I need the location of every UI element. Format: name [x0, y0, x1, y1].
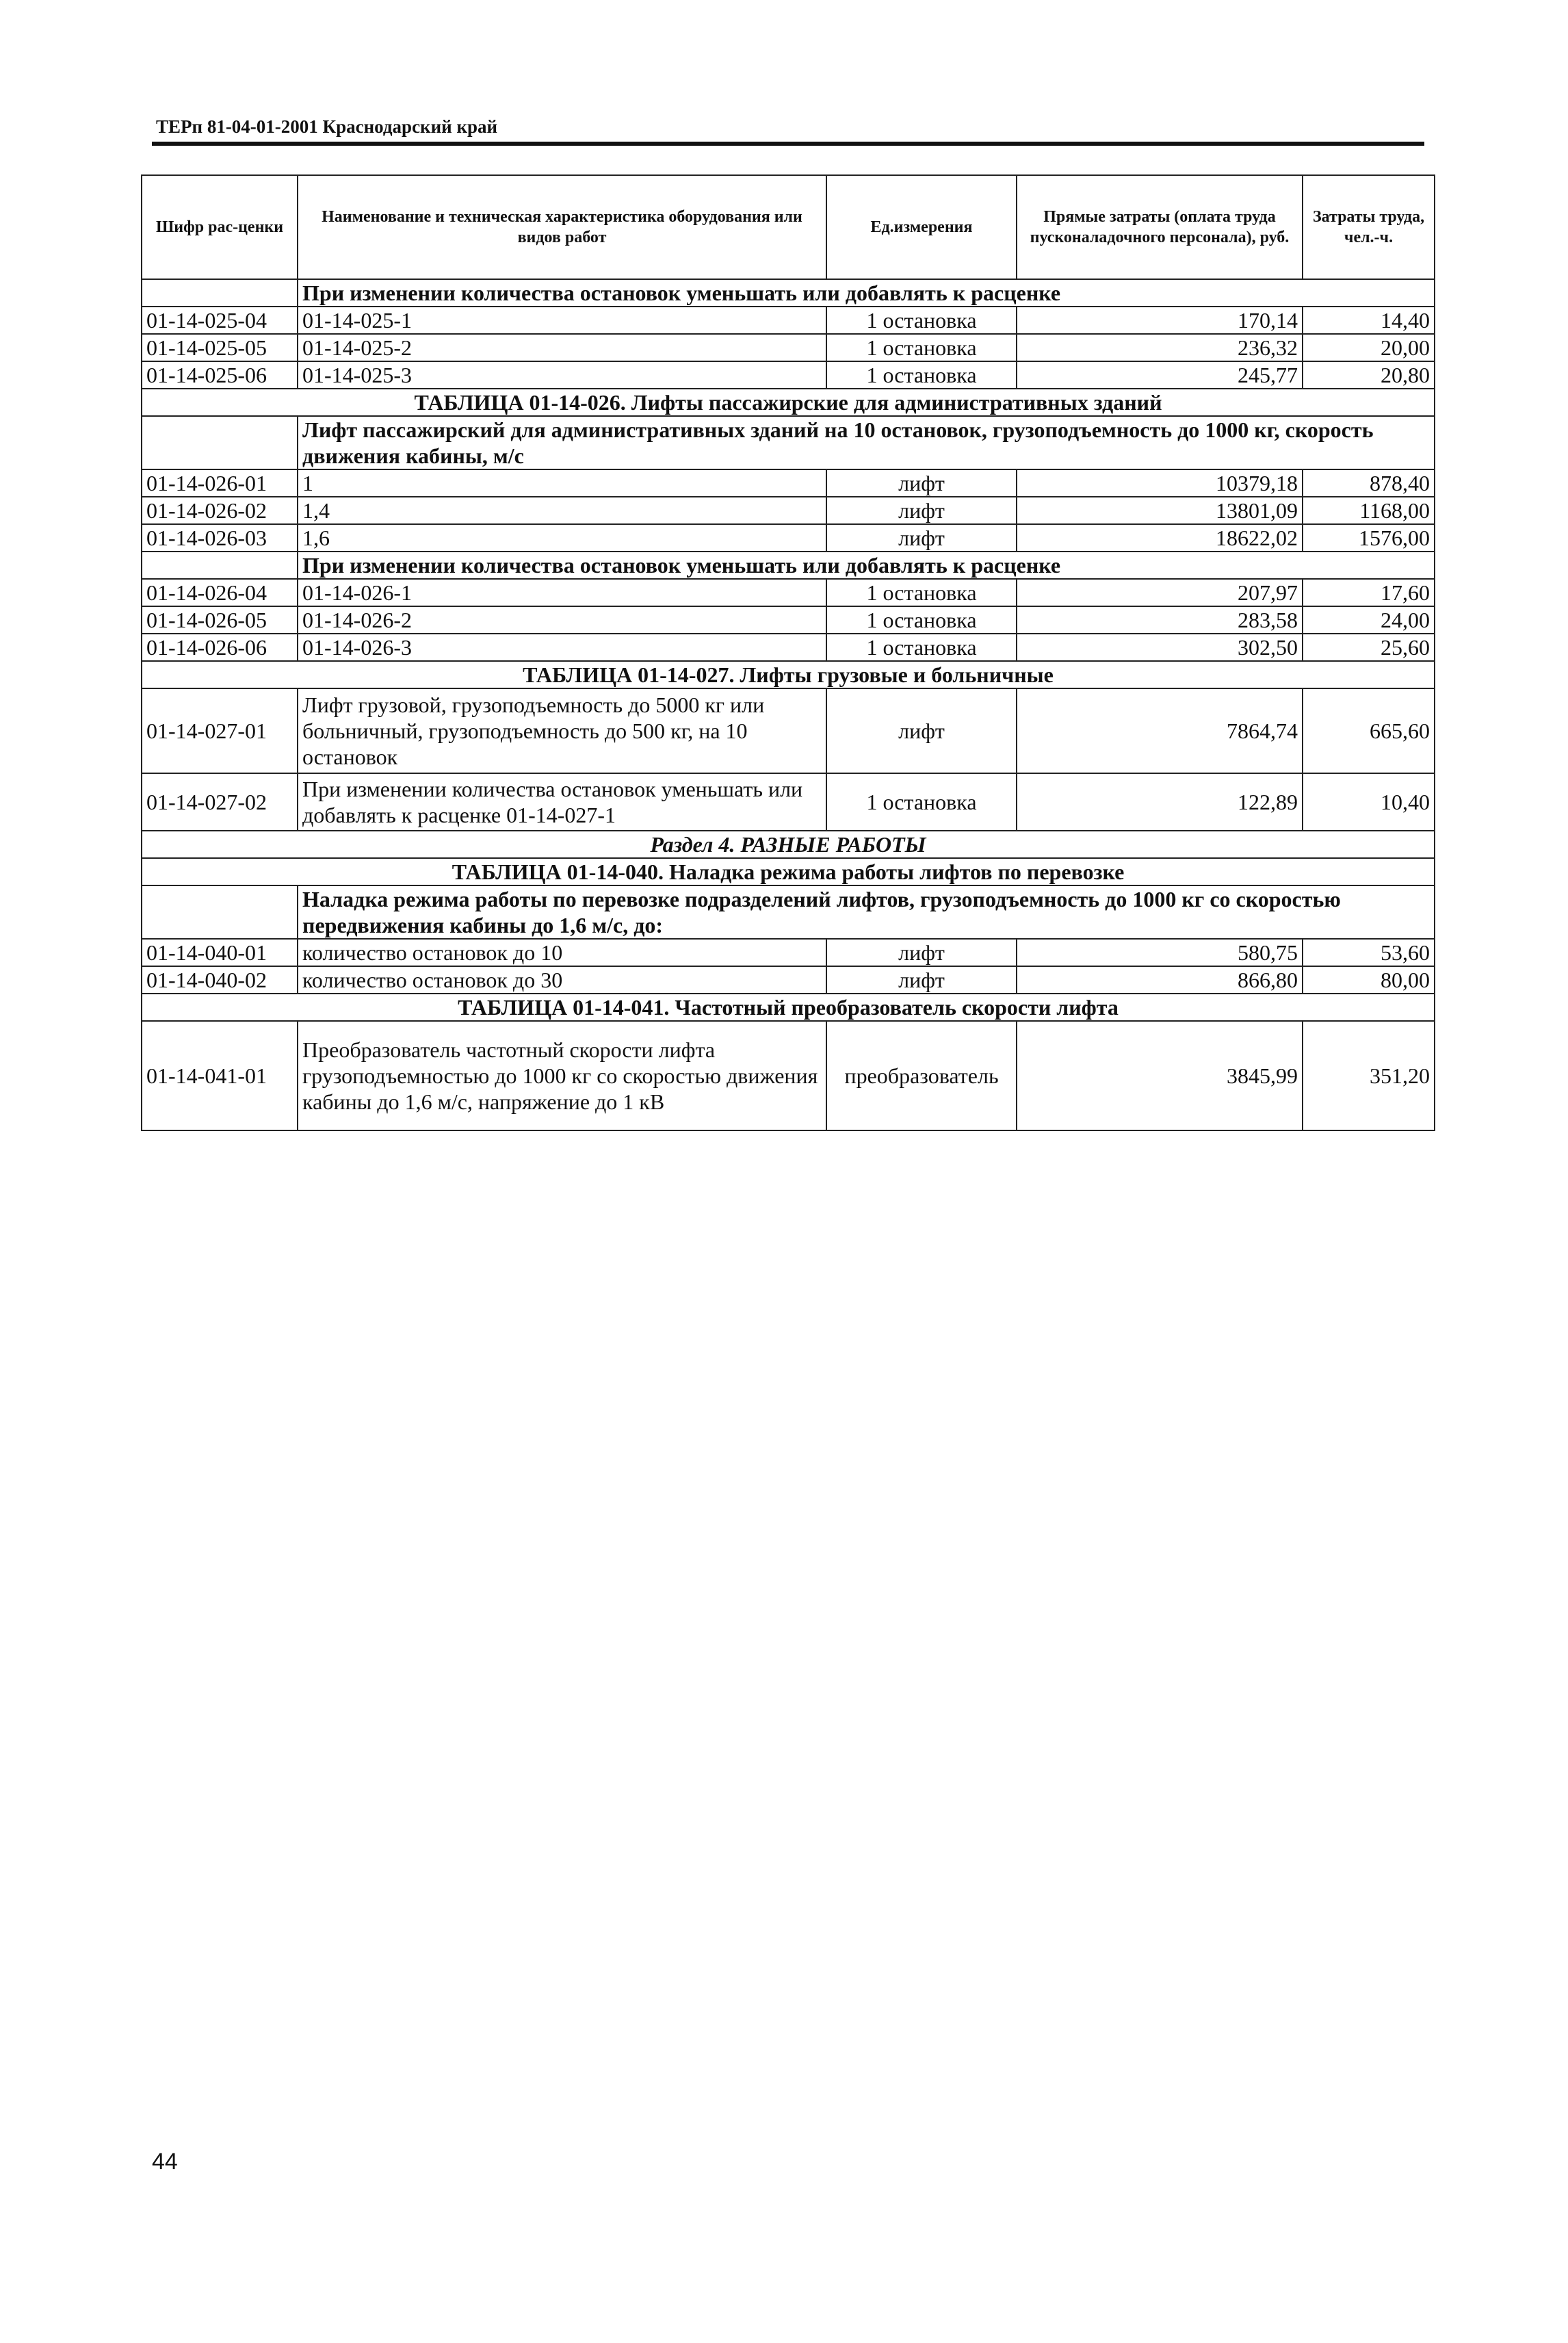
rate-labor: 1168,00 [1303, 497, 1435, 524]
table-row [142, 497, 1435, 524]
document-header: ТЕРп 81-04-01-2001 Краснодарский край [156, 116, 498, 137]
table-row [142, 334, 1435, 361]
rate-code: 01-14-041-01 [142, 1021, 298, 1130]
rate-labor: 351,20 [1303, 1021, 1435, 1130]
rate-unit: 1 остановка [826, 634, 1017, 661]
table-row [142, 773, 1435, 831]
rate-labor: 17,60 [1303, 579, 1435, 606]
column-header-unit: Ед.измерения [826, 175, 1017, 279]
section-title-row [142, 831, 1435, 858]
table-title: ТАБЛИЦА 01-14-027. Лифты грузовые и больничные [142, 661, 1435, 688]
rate-labor: 1576,00 [1303, 524, 1435, 552]
table-title: ТАБЛИЦА 01-14-040. Наладка режима работы лифтов по перевозке [142, 858, 1435, 885]
rate-labor: 53,60 [1303, 939, 1435, 966]
table-row [142, 1021, 1435, 1130]
group-row [142, 885, 1435, 939]
section-title-row [142, 389, 1435, 416]
table-row [142, 966, 1435, 994]
rate-cost: 580,75 [1017, 939, 1303, 966]
rate-labor: 10,40 [1303, 773, 1435, 831]
rate-code: 01-14-025-04 [142, 307, 298, 334]
rate-cost: 170,14 [1017, 307, 1303, 334]
table-row [142, 579, 1435, 606]
table-row [142, 524, 1435, 552]
rate-name: 1 [298, 469, 826, 497]
rate-cost: 866,80 [1017, 966, 1303, 994]
rate-labor: 25,60 [1303, 634, 1435, 661]
rate-unit: 1 остановка [826, 334, 1017, 361]
table-title: ТАБЛИЦА 01-14-041. Частотный преобразователь скорости лифта [142, 994, 1435, 1021]
group-row [142, 416, 1435, 469]
rate-labor: 20,80 [1303, 361, 1435, 389]
rate-unit: лифт [826, 524, 1017, 552]
rate-cost: 7864,74 [1017, 688, 1303, 773]
rate-code: 01-14-040-02 [142, 966, 298, 994]
section-title: Раздел 4. РАЗНЫЕ РАБОТЫ [142, 831, 1435, 858]
rate-code: 01-14-026-04 [142, 579, 298, 606]
rate-name: 01-14-025-2 [298, 334, 826, 361]
table-row [142, 939, 1435, 966]
section-title-row [142, 994, 1435, 1021]
table-row [142, 606, 1435, 634]
table-title: ТАБЛИЦА 01-14-026. Лифты пассажирские для административных зданий [142, 389, 1435, 416]
rate-code: 01-14-026-05 [142, 606, 298, 634]
note-text: При изменении количества остановок уменьшать или добавлять к расценке [298, 552, 1435, 579]
rate-cost: 122,89 [1017, 773, 1303, 831]
rate-name: количество остановок до 30 [298, 966, 826, 994]
note-row [142, 279, 1435, 307]
note-row [142, 552, 1435, 579]
rate-name: 1,4 [298, 497, 826, 524]
section-title-row [142, 858, 1435, 885]
rate-cost: 207,97 [1017, 579, 1303, 606]
rate-unit: 1 остановка [826, 361, 1017, 389]
rate-name: количество остановок до 10 [298, 939, 826, 966]
rate-unit: 1 остановка [826, 579, 1017, 606]
rate-name: 01-14-026-1 [298, 579, 826, 606]
column-header-cost: Прямые затраты (оплата труда пусконаладочного персонала), руб. [1017, 175, 1303, 279]
rate-cost: 18622,02 [1017, 524, 1303, 552]
column-header-name: Наименование и техническая характеристика оборудования или видов работ [298, 175, 826, 279]
rate-name: Преобразователь частотный скорости лифта грузоподъемностью до 1000 кг со скоростью движения кабины до 1,6 м/с, напряжение до 1 кВ [298, 1021, 826, 1130]
rate-name: Лифт грузовой, грузоподъемность до 5000 кг или больничный, грузоподъемность до 500 кг, на 10 остановок [298, 688, 826, 773]
table-row [142, 361, 1435, 389]
rate-unit: лифт [826, 939, 1017, 966]
rate-unit: 1 остановка [826, 307, 1017, 334]
rate-code: 01-14-026-03 [142, 524, 298, 552]
rate-unit: лифт [826, 469, 1017, 497]
rate-labor: 20,00 [1303, 334, 1435, 361]
rate-labor: 878,40 [1303, 469, 1435, 497]
rate-code: 01-14-040-01 [142, 939, 298, 966]
rate-name: При изменении количества остановок уменьшать или добавлять к расценке 01-14-027-1 [298, 773, 826, 831]
rate-name: 1,6 [298, 524, 826, 552]
rate-name: 01-14-025-1 [298, 307, 826, 334]
group-description: Лифт пассажирский для административных зданий на 10 остановок, грузоподъемность до 1000 кг, скорость движения кабины, м/с [298, 416, 1435, 469]
rate-cost: 245,77 [1017, 361, 1303, 389]
rate-unit: преобразователь [826, 1021, 1017, 1130]
rate-labor: 24,00 [1303, 606, 1435, 634]
rate-code: 01-14-026-06 [142, 634, 298, 661]
rate-unit: лифт [826, 966, 1017, 994]
table-row [142, 688, 1435, 773]
rate-code: 01-14-026-01 [142, 469, 298, 497]
rate-unit: лифт [826, 497, 1017, 524]
rate-cost: 3845,99 [1017, 1021, 1303, 1130]
rate-name: 01-14-026-2 [298, 606, 826, 634]
column-header-code: Шифр рас-ценки [142, 175, 298, 279]
rate-unit: 1 остановка [826, 773, 1017, 831]
rate-unit: лифт [826, 688, 1017, 773]
rate-cost: 13801,09 [1017, 497, 1303, 524]
rate-cost: 10379,18 [1017, 469, 1303, 497]
header-rule [152, 142, 1424, 146]
group-description: Наладка режима работы по перевозке подразделений лифтов, грузоподъемность до 1000 кг со скоростью передвижения кабины до 1,6 м/с, до: [298, 885, 1435, 939]
rate-code: 01-14-026-02 [142, 497, 298, 524]
rate-cost: 236,32 [1017, 334, 1303, 361]
table-row [142, 469, 1435, 497]
page-number: 44 [152, 2149, 178, 2175]
note-text: При изменении количества остановок уменьшать или добавлять к расценке [298, 279, 1435, 307]
rate-name: 01-14-026-3 [298, 634, 826, 661]
rate-unit: 1 остановка [826, 606, 1017, 634]
section-title-row [142, 661, 1435, 688]
rate-code: 01-14-027-01 [142, 688, 298, 773]
rate-cost: 283,58 [1017, 606, 1303, 634]
table-header-row [142, 175, 1435, 279]
table-row [142, 634, 1435, 661]
table-row [142, 307, 1435, 334]
rates-table [141, 174, 1435, 1131]
rate-code: 01-14-025-05 [142, 334, 298, 361]
column-header-labor: Затраты труда, чел.-ч. [1303, 175, 1435, 279]
rate-labor: 14,40 [1303, 307, 1435, 334]
rate-code: 01-14-027-02 [142, 773, 298, 831]
rate-labor: 665,60 [1303, 688, 1435, 773]
rate-code: 01-14-025-06 [142, 361, 298, 389]
rate-labor: 80,00 [1303, 966, 1435, 994]
rate-name: 01-14-025-3 [298, 361, 826, 389]
rate-cost: 302,50 [1017, 634, 1303, 661]
